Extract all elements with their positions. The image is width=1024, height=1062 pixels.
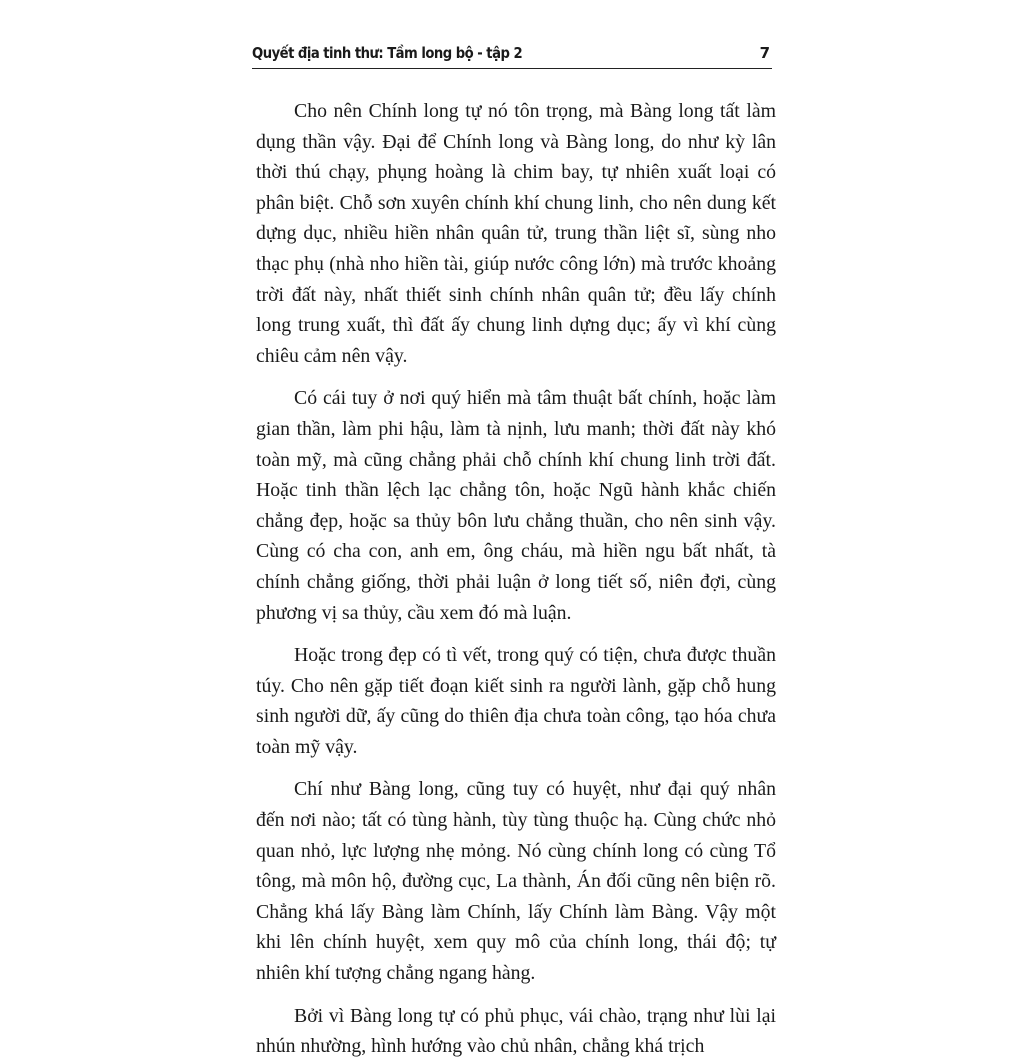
- paragraph: Chí như Bàng long, cũng tuy có huyệt, như đại quý nhân đến nơi nào; tất có tùng hành, tùy tùng thuộc hạ. Cùng chức nhỏ quan nhỏ, lực lượng nhẹ mỏng. Nó cùng chính long có cùng Tổ tông, mà môn hộ, đường cục, La thành, Án đối cũng nên biện rõ. Chẳng khá lấy Bàng làm Chính, lấy Chính làm Bàng. Vậy một khi lên chính huyệt, xem quy mô của chính long, thái độ; tự nhiên khí tượng chẳng ngang hàng.: [256, 778, 776, 985]
- page-number: 7: [759, 44, 770, 62]
- paragraph: Hoặc trong đẹp có tì vết, trong quý có tiện, chưa được thuần túy. Cho nên gặp tiết đoạn kiết sinh ra người lành, gặp chỗ hung sinh người dữ, ấy cũng do thiên địa chưa toàn công, tạo hóa chưa toàn mỹ vậy.: [256, 644, 776, 758]
- paragraph: Cho nên Chính long tự nó tôn trọng, mà Bàng long tất làm dụng thần vậy. Đại để Chính long và Bàng long, do như kỳ lân thời thú chạy, phụng hoàng là chim bay, tự nhiên xuất loại có phân biệt. Chỗ sơn xuyên chính khí chung linh, cho nên dung kết dựng dục, nhiều hiền nhân quân tử, trung thần liệt sĩ, sùng nho thạc phụ (nhà nho hiền tài, giúp nước công lớn) mà trước khoảng trời đất này, nhất thiết sinh chính nhân quân tử; đều lấy chính long trung xuất, thì đất ấy chung linh dựng dục; ấy vì khí cùng chiêu cảm nên vậy.: [256, 100, 776, 367]
- paragraph: Có cái tuy ở nơi quý hiển mà tâm thuật bất chính, hoặc làm gian thần, làm phi hậu, làm tà nịnh, lưu manh; thời đất này khó toàn mỹ, mà cũng chẳng phải chỗ chính khí chung linh trời đất. Hoặc tinh thần lệch lạc chẳng tôn, hoặc Ngũ hành khắc chiến chẳng đẹp, hoặc sa thủy bôn lưu chẳng thuần, cho nên sinh vậy. Cùng có cha con, anh em, ông cháu, mà hiền ngu bất nhất, tà chính chẳng giống, thời phải luận ở long tiết số, niên đợi, cùng phương vị sa thủy, cầu xem đó mà luận.: [256, 387, 776, 624]
- book-title: Quyết địa tinh thư: Tầm long bộ - tập 2: [252, 44, 523, 62]
- paragraph: Bởi vì Bàng long tự có phủ phục, vái chào, trạng như lùi lại nhún nhường, hình hướng vào chủ nhân, chẳng khá trịch: [256, 1004, 776, 1058]
- body-text: [256, 96, 776, 1062]
- running-header: [252, 44, 772, 69]
